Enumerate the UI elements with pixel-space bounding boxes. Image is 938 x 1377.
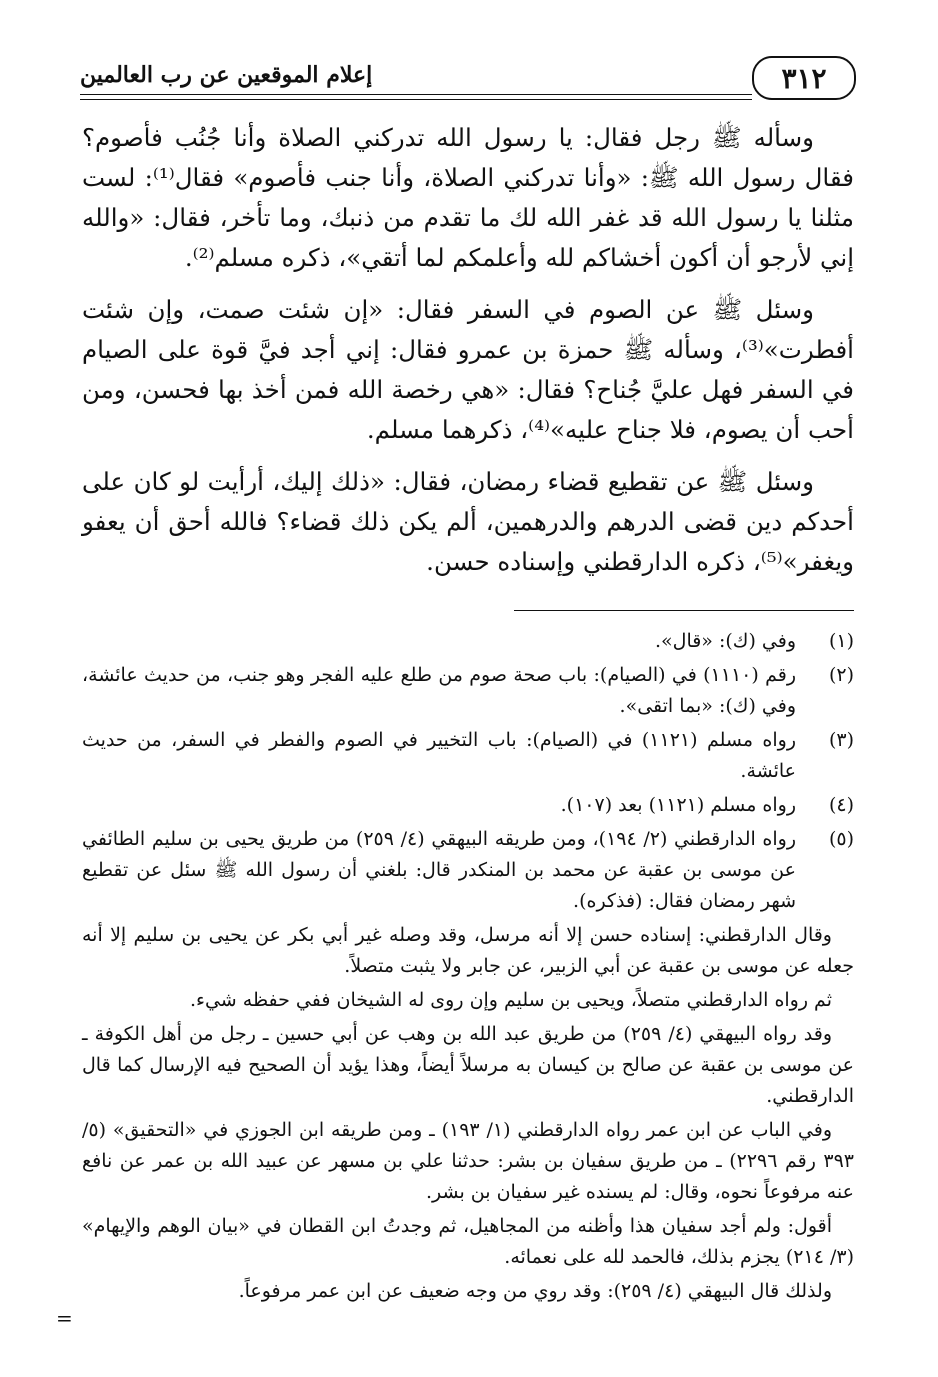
running-title: إعلام الموقعين عن رب العالمين bbox=[80, 62, 373, 88]
footnote bbox=[82, 660, 854, 722]
footnotes bbox=[82, 626, 854, 1310]
main-text bbox=[82, 118, 854, 594]
footnote bbox=[82, 824, 854, 917]
body-paragraph: وسأله ﷺ رجل فقال: يا رسول الله تدركني الصلاة وأنا جُنُب فأصوم؟ فقال رسول الله ﷺ: «وأنا تدركني الصلاة، وأنا جنب فأصوم» فقال⁽¹⁾: لست مثلنا يا رسول الله قد غفر الله لك ما تقدم من ذنبك، وما تأخر، فقال: «والله إني لأرجو أن أكون أخشاكم لله وأعلمكم لما أتقي»، ذكره مسلم⁽²⁾. bbox=[82, 123, 854, 272]
footnote-number: (٥) bbox=[828, 828, 854, 850]
body-paragraph: وسئل ﷺ عن الصوم في السفر فقال: «إن شئت صمت، وإن شئت أفطرت»⁽³⁾، وسأله ﷺ حمزة بن عمرو فقال: إني أجد فيَّ قوة على الصيام في السفر فهل عليَّ جُناح؟ فقال: «هي رخصة الله فمن أخذ بها فحسن، ومن أحب أن يصوم، فلا جناح عليه»⁽⁴⁾، ذكرهما مسلم. bbox=[82, 295, 854, 444]
footnote-paragraph: وفي الباب عن ابن عمر رواه الدارقطني (١/ ١٩٣) ـ ومن طريقه ابن الجوزي في «التحقيق» (٥/ ٣٩٣ رقم ٢٢٩٦) ـ من طريق سفيان بن بشر: حدثنا علي بن مسهر عن عبيد الله بن عمر عن نافع عنه مرفوعاً نحوه، وقال: لم يسنده غير سفيان بن بشر. bbox=[82, 1119, 854, 1203]
footnote-number: (٣) bbox=[828, 729, 854, 751]
continuation-mark: = bbox=[56, 1306, 73, 1330]
footnote-paragraph: ولذلك قال البيهقي (٤/ ٢٥٩): وقد روي من وجه ضعيف عن ابن عمر مرفوعاً. bbox=[238, 1280, 832, 1302]
footnote-number: (١) bbox=[828, 630, 854, 652]
footnote-separator bbox=[514, 610, 854, 611]
body-paragraph: وسئل ﷺ عن تقطيع قضاء رمضان، فقال: «ذلك إليك، أرأيت لو كان على أحدكم دين قضى الدرهم والدرهمين، ألم يكن ذلك قضاء؟ فالله أحق أن يعفو ويغفر»⁽⁵⁾، ذكره الدارقطني وإسناده حسن. bbox=[82, 467, 854, 576]
footnote bbox=[82, 790, 854, 821]
footnote bbox=[82, 626, 854, 657]
footnote-paragraph: أقول: ولم أجد سفيان هذا وأظنه من المجاهيل، ثم وجدتُ ابن القطان في «بيان الوهم والإيهام» (٣/ ٢١٤) يجزم بذلك، فالحمد لله على نعمائه. bbox=[82, 1215, 854, 1268]
footnote-number: (٤) bbox=[828, 794, 854, 816]
header-rule bbox=[80, 94, 752, 95]
footnote-text: رقم (١١١٠) في (الصيام): باب صحة صوم من طلع عليه الفجر وهو جنب، من حديث عائشة، وفي (ك): «بما اتقى». bbox=[82, 664, 796, 717]
footnote-text: رواه مسلم (١١٢١) بعد (١٠٧). bbox=[560, 794, 796, 816]
footnote-paragraph: ثم رواه الدارقطني متصلاً، ويحيى بن سليم وإن روى له الشيخان ففي حفظه شيء. bbox=[189, 989, 832, 1011]
footnote-paragraph: وقال الدارقطني: إسناده حسن إلا أنه مرسل، وقد وصله غير أبي بكر عن يحيى بن سليم إلا أنه جعله عن موسى بن عقبة عن أبي الزبير، عن جابر ولا يثبت متصلاً. bbox=[82, 924, 854, 977]
footnote-paragraph: وقد رواه البيهقي (٤/ ٢٥٩) من طريق عبد الله بن وهب عن أبي حسين ـ رجل من أهل الكوفة ـ عن موسى بن عقبة عن صالح بن كيسان به مرسلاً أيضاً، وهذا يؤيد أن الصحيح فيه الإرسال كما قال الدارقطني. bbox=[82, 1023, 854, 1107]
footnote-text: وفي (ك): «قال». bbox=[654, 630, 796, 652]
header-rule bbox=[80, 99, 752, 100]
footnote-text: رواه الدارقطني (٢/ ١٩٤)، ومن طريقه البيهقي (٤/ ٢٥٩) من طريق يحيى بن سليم الطائفي عن موسى بن عقبة عن محمد بن المنكدر قال: بلغني أن رسول الله ﷺ سئل عن تقطيع شهر رمضان فقال: (فذكره). bbox=[82, 828, 796, 912]
footnote bbox=[82, 725, 854, 787]
footnote-text: رواه مسلم (١١٢١) في (الصيام): باب التخيير في الصوم والفطر في السفر، من حديث عائشة. bbox=[82, 729, 796, 782]
page-header bbox=[80, 52, 856, 102]
page-number: ٣١٢ bbox=[752, 56, 856, 100]
footnote-number: (٢) bbox=[828, 664, 854, 686]
